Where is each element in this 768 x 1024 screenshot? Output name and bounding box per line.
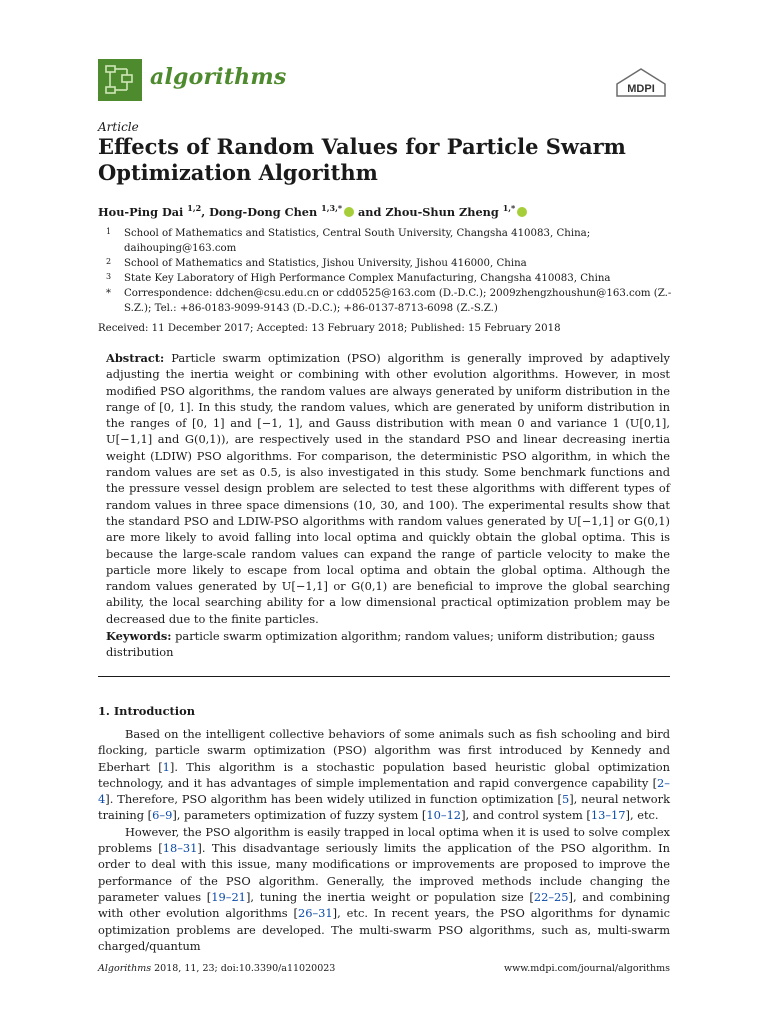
paragraph-text: ], tuning the inertia weight or population size [ <box>245 889 534 904</box>
keywords-text: particle swarm optimization algorithm; random values; uniform distribution; gauss distribution <box>106 629 655 660</box>
journal-name: algorithms <box>150 64 287 90</box>
affiliation-number: 3 <box>106 272 112 281</box>
paragraph-text: ], and combining with other evolution algorithms [ <box>98 889 670 921</box>
publication-dates: Received: 11 December 2017; Accepted: 13 February 2018; Published: 15 February 2018 <box>98 323 561 334</box>
author-affil-ref: 1,3,* <box>321 203 343 213</box>
author-separator: , <box>201 204 210 219</box>
author-separator: and <box>354 204 386 219</box>
citation-link[interactable]: 18–31 <box>162 841 198 856</box>
abstract <box>106 350 670 627</box>
affiliation-text: School of Mathematics and Statistics, Central South University, Changsha 410083, China; daihouping@163.com <box>124 228 591 254</box>
article-type: Article <box>98 120 139 134</box>
paragraph-text: ]. Therefore, PSO algorithm has been widely utilized in function optimization [ <box>105 792 562 807</box>
section-heading: 1. Introduction <box>98 704 195 718</box>
orcid-icon[interactable] <box>344 207 354 217</box>
intro-paragraph <box>98 824 670 954</box>
mdpi-logo-text: MDPI <box>627 83 655 95</box>
citation-link[interactable]: 26–31 <box>297 906 333 921</box>
author-list <box>98 203 527 219</box>
journal-logo-icon <box>98 59 142 101</box>
footer-citation <box>98 963 335 974</box>
paragraph-text: ]. This disadvantage seriously limits the application of the PSO algorithm. In order to deal with this issue, many modifications or improvements are proposed to improve the performance of the PSO algorithm. Generally, the improved methods include changing the parameter values [ <box>98 841 670 904</box>
paper-title: Effects of Random Values for Particle Swarm Optimization Algorithm <box>98 134 626 185</box>
paragraph-text: ], etc. <box>625 808 659 823</box>
affiliation-text: State Key Laboratory of High Performance Complex Manufacturing, Changsha 410083, China <box>124 273 611 284</box>
author-name: Zhou-Shun Zheng <box>385 204 499 219</box>
mdpi-logo <box>613 66 669 98</box>
section-divider <box>98 676 670 677</box>
paragraph-text: ], neural network training [ <box>98 792 670 823</box>
paragraph-text: ], and control system [ <box>461 808 591 823</box>
author-affil-ref: 1,2 <box>187 203 202 213</box>
keywords <box>106 628 670 661</box>
affiliation-number: 1 <box>106 227 112 236</box>
paragraph-text: Based on the intelligent collective behaviors of some animals such as fish schooling and bird flocking, particle swarm optimization (PSO) algorithm was first introduced by Kennedy and Eberhart [ <box>98 727 670 774</box>
author-name: Dong-Dong Chen <box>209 204 318 219</box>
author-name: Hou-Ping Dai <box>98 204 184 219</box>
citation-link[interactable]: 2–4 <box>98 775 670 807</box>
citation-link[interactable]: 1 <box>162 759 170 774</box>
paragraph-text: ]. This algorithm is a stochastic population based heuristic global optimization technology, and it has advantages of simple implementation and rapid convergence capability [ <box>98 759 670 790</box>
paragraph-text: However, the PSO algorithm is easily trapped in local optima when it is used to solve complex problems [ <box>98 824 670 856</box>
abstract-text: Particle swarm optimization (PSO) algorithm is generally improved by adaptively adjusting the inertia weight or combining with other evolution algorithms. However, in most modified PSO algorithms, the random values are always generated by uniform distribution in the range of [0, 1]. In this study, the random values, which are generated by uniform distribution in the ranges of [0, 1] and [−1, 1], and Gauss distribution with mean 0 and variance 1 (U[0,1], U[−1,1] and G(0,1)), are respectively used in the standard PSO and linear decreasing inertia weight (LDIW) PSO algorithms. For comparison, the deterministic PSO algorithm, in which the random values are set as 0.5, is also investigated in this study. Some benchmark functions and the pressure vessel design problem are selected to test these algorithms with different types of random values in three space dimensions (10, 30, and 100). The experimental results show that the standard PSO and LDIW-PSO algorithms with random values generated by U[−1,1] or G(0,1) are more likely to avoid falling into local optima and quickly obtain the global optima. This is because the large-scale random values can expand the range of particle velocity to make the particle more likely to escape from local optima and obtain the global optima. Although the random values generated by U[−1,1] or G(0,1) are beneficial to improve the global searching ability, the local searching ability for a low dimensional practical optimization problem may be decreased due to the finite particles. <box>106 351 670 626</box>
paragraph-text: ], etc. In recent years, the PSO algorithms for dynamic optimization problems are developed. The multi-swarm PSO algorithms, such as, multi-swarm charged/quantum <box>98 906 670 953</box>
keywords-label: Keywords: <box>106 629 172 643</box>
citation-link[interactable]: 5 <box>561 792 570 807</box>
correspondence-text: Correspondence: ddchen@csu.edu.cn or cdd0525@163.com (D.-D.C.); 2009zhengzhoushun@163.com (Z.-S.Z.); Tel.: +86-0183-9099-9143 (D.-D.C.); +86-0137-8713-6098 (Z.-S.Z.) <box>124 288 672 314</box>
citation-link[interactable]: 22–25 <box>533 889 569 904</box>
citation-link[interactable]: 10–12 <box>426 808 462 823</box>
paragraph-text: ], parameters optimization of fuzzy system [ <box>172 808 427 823</box>
citation-link[interactable]: 19–21 <box>211 889 246 904</box>
correspondence-marker: * <box>106 288 111 299</box>
affiliation-number: 2 <box>106 257 112 266</box>
intro-paragraph <box>98 726 670 824</box>
footer-citation-text: 2018, 11, 23; doi:10.3390/a11020023 <box>151 963 336 974</box>
footer-journal: Algorithms <box>98 963 152 974</box>
intro-body <box>98 726 670 954</box>
correspondence-item <box>98 286 678 316</box>
author-affil-ref: 1,* <box>502 203 516 213</box>
affiliation-item <box>98 226 678 256</box>
citation-link[interactable]: 6–9 <box>152 808 173 823</box>
citation-link[interactable]: 13–17 <box>590 808 626 823</box>
affiliation-item <box>98 271 678 286</box>
flowchart-icon <box>98 59 142 101</box>
affiliation-text: School of Mathematics and Statistics, Jishou University, Jishou 416000, China <box>124 258 527 269</box>
footer-url[interactable]: www.mdpi.com/journal/algorithms <box>503 963 670 974</box>
affiliation-item <box>98 256 678 271</box>
abstract-label: Abstract: <box>106 351 165 365</box>
affiliations <box>98 226 678 316</box>
orcid-icon[interactable] <box>517 207 527 217</box>
